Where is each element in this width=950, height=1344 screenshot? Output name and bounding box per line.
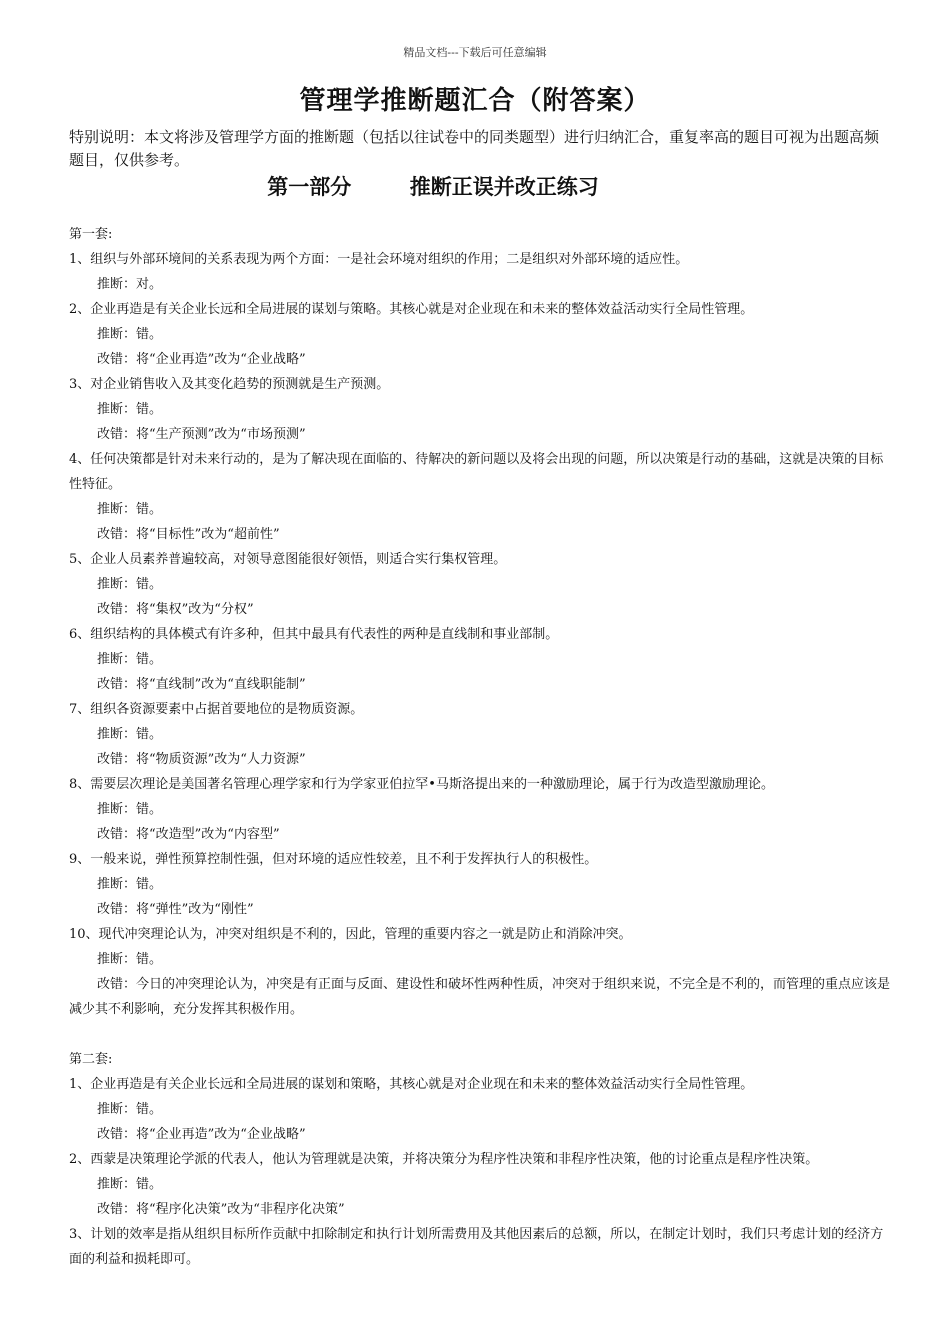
correction: 改错：将“直线制”改为“直线职能制” [97,677,306,692]
correction [69,972,891,1022]
header-note: 精品文档---下载后可任意编辑 [403,46,547,59]
question-text: 6、组织结构的具体模式有许多种，但其中最具有代表性的两种是直线制和事业部制。 [69,627,559,642]
question-text: 3、计划的效率是指从组织目标所作贡献中扣除制定和执行计划所需费用及其他因素后的总额，所以，在制定计划时，我们只考虑计划的经济方面的利益和损耗即可。 [69,1227,884,1267]
document-body [69,222,891,1272]
question-text: 2、西蒙是决策理论学派的代表人，他认为管理就是决策，并将决策分为程序性决策和非程序性决策，他的讨论重点是程序性决策。 [69,1152,819,1167]
question-text: 5、企业人员素养普遍较高，对领导意图能很好领悟，则适合实行集权管理。 [69,552,507,567]
correction: 改错：将“企业再造”改为“企业战略” [97,1127,306,1142]
judgement: 推断：错。 [97,402,163,417]
correction: 改错：将“弹性”改为“刚性” [97,902,254,917]
question-text: 4、任何决策都是针对未来行动的，是为了解决现在面临的、待解决的新问题以及将会出现的问题，所以决策是行动的基础，这就是决策的目标性特征。 [69,452,884,492]
document-title: 管理学推断题汇合（附答案） [299,86,651,116]
question-text: 8、需要层次理论是美国著名管理心理学家和行为学家亚伯拉罕•马斯洛提出来的一种激励理论，属于行为改造型激励理论。 [69,777,774,792]
judgement: 推断：对。 [97,277,163,292]
correction-text: 改错：今日的冲突理论认为，冲突是有正面与反面、建设性和破坏性两种性质，冲突对于组织来说，不完全是不利的，而管理的重点应该是减少其不利影响，充分发挥其积极作用。 [69,977,891,1017]
question-text: 2、企业再造是有关企业长远和全局进展的谋划与策略。其核心就是对企业现在和未来的整体效益活动实行全局性管理。 [69,302,754,317]
correction: 改错：将“物质资源”改为“人力资源” [97,752,306,767]
judgement: 推断：错。 [97,952,163,967]
correction: 改错：将“目标性”改为“超前性” [97,527,280,542]
judgement: 推断：错。 [97,652,163,667]
question-text: 3、对企业销售收入及其变化趋势的预测就是生产预测。 [69,377,390,392]
correction: 改错：将“集权”改为“分权” [97,602,254,617]
set-label: 第二套: [69,1052,113,1067]
judgement: 推断：错。 [97,727,163,742]
judgement: 推断：错。 [97,802,163,817]
judgement: 推断：错。 [97,327,163,342]
section-heading: 第一部分 推断正误并改正练习 [267,174,599,199]
set-label: 第一套: [69,227,113,242]
question-text: 7、组织各资源要素中占据首要地位的是物质资源。 [69,702,364,717]
correction: 改错：将“改造型”改为“内容型” [97,827,280,842]
judgement: 推断：错。 [97,1102,163,1117]
judgement: 推断：错。 [97,577,163,592]
question-text: 1、组织与外部环境间的关系表现为两个方面：一是社会环境对组织的作用；二是组织对外部环境的适应性。 [69,252,689,267]
judgement: 推断：错。 [97,502,163,517]
spacer [69,1022,891,1047]
question-text: 1、企业再造是有关企业长远和全局进展的谋划和策略，其核心就是对企业现在和未来的整体效益活动实行全局性管理。 [69,1077,754,1092]
judgement: 推断：错。 [97,1177,163,1192]
correction: 改错：将“生产预测”改为“市场预测” [97,427,306,442]
intro-paragraph: 特别说明：本文将涉及管理学方面的推断题（包括以往试卷中的同类题型）进行归纳汇合，重复率高的题目可视为出题高频题目，仅供参考。 [69,128,880,169]
question-text: 10、现代冲突理论认为，冲突对组织是不利的，因此，管理的重要内容之一就是防止和消除冲突。 [69,927,632,942]
correction: 改错：将“企业再造”改为“企业战略” [97,352,306,367]
correction: 改错：将“程序化决策”改为“非程序化决策” [97,1202,345,1217]
judgement: 推断：错。 [97,877,163,892]
question-text: 9、一般来说，弹性预算控制性强，但对环境的适应性较差，且不利于发挥执行人的积极性。 [69,852,598,867]
